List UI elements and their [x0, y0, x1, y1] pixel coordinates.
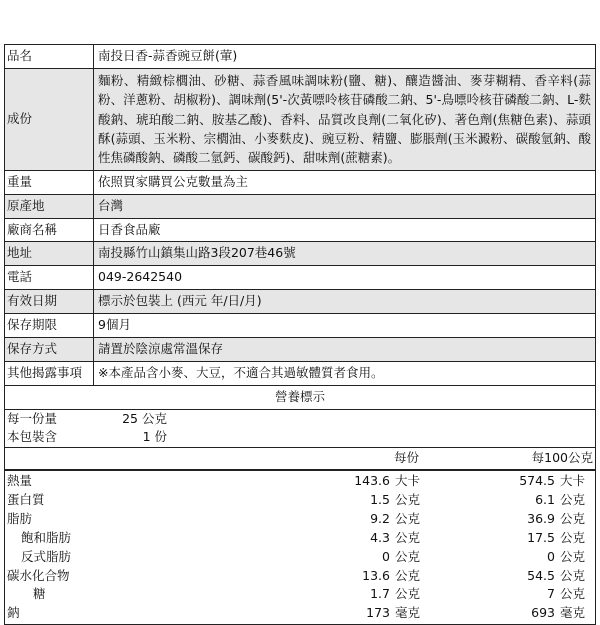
per-100g-value: 54.5 — [527, 567, 555, 583]
field-label: 其他揭露事項 — [5, 362, 94, 385]
row-other-disclosures — [5, 362, 595, 386]
field-label: 重量 — [5, 171, 94, 194]
field-value: 南投縣竹山鎮集山路3段207巷46號 — [94, 242, 595, 265]
field-value: 日香食品廠 — [98, 221, 161, 237]
servings-label: 本包裝含 — [7, 429, 58, 445]
per-100g-value: 574.5 — [519, 473, 555, 489]
field-value: 標示於包裝上 (西元 年/日/月) — [94, 290, 595, 313]
field-value: 049-2642540 — [98, 269, 183, 285]
per-serving-unit: 公克 — [395, 586, 421, 602]
nutrient-row-sodium — [5, 603, 595, 624]
serving-size-value: 25 公克 — [122, 410, 167, 426]
product-label-table — [4, 44, 596, 625]
nutrient-name: 鈉 — [7, 605, 20, 621]
field-label: 保存期限 — [5, 314, 94, 337]
row-shelf-life — [5, 314, 595, 338]
row-ingredients — [5, 69, 595, 171]
field-label: 有效日期 — [5, 290, 94, 313]
nutrient-name: 反式脂肪 — [21, 548, 72, 564]
row-expiry-date — [5, 290, 595, 314]
row-phone — [5, 266, 595, 290]
nutrient-name: 熱量 — [7, 473, 33, 489]
field-label: 保存方式 — [5, 338, 94, 361]
row-storage — [5, 338, 595, 362]
nutrient-name: 糖 — [33, 586, 46, 602]
nutrient-row-fat — [5, 509, 595, 528]
per-100g-unit: 公克 — [560, 492, 586, 507]
per-serving-value: 143.6 — [354, 473, 390, 489]
nutrient-name: 飽和脂肪 — [21, 529, 72, 545]
per-serving-unit: 公克 — [395, 567, 421, 583]
nutrient-name: 脂肪 — [7, 510, 33, 526]
per-serving-unit: 公克 — [395, 492, 421, 507]
field-value: 請置於陰涼處常溫保存 — [94, 338, 595, 361]
nutrition-column-headers — [5, 447, 595, 467]
field-value: ※本產品含小麥、大豆，不適合其過敏體質者食用。 — [98, 364, 384, 380]
per-serving-unit: 毫克 — [395, 605, 421, 621]
field-label: 廠商名稱 — [5, 219, 94, 242]
per-serving-unit: 公克 — [395, 548, 421, 564]
per-100g-header: 每100公克 — [531, 450, 593, 466]
nutrient-row-energy — [5, 469, 595, 490]
field-value: 依照買家購買公克數量為主 — [98, 173, 249, 189]
per-100g-value: 693 — [531, 605, 555, 621]
field-label: 成份 — [5, 69, 94, 170]
field-value: 台灣 — [94, 195, 595, 218]
field-value: 麵粉、精緻棕櫚油、砂糖、蒜香風味調味粉(鹽、糖)、釀造醬油、麥芽糊精、香辛料(蒜粉、洋蔥粉、胡椒粉)、調味劑(5'-次黃嘌呤核苷磷酸二鈉、5'-鳥嘌呤核苷磷酸二鈉、L-麩酸鈉、琥珀酸二鈉、胺基乙酸)、香料、品質改良劑(二氧化矽)、著色劑(焦糖色素)、蒜頭酥(蒜頭、玉米粉、宗櫚油、小麥麩皮)、豌豆粉、精鹽、膨脹劑(玉米澱粉、碳酸氫鈉、酸性焦磷酸鈉、磷酸二氫鈣、碳酸鈣)、甜味劑(蔗糖素)。 — [94, 69, 595, 170]
per-100g-unit: 公克 — [560, 510, 586, 526]
nutrient-row-saturated-fat — [5, 528, 595, 547]
nutrient-row-sugar — [5, 584, 595, 603]
per-serving-unit: 公克 — [395, 510, 421, 526]
row-origin — [5, 195, 595, 219]
per-serving-value: 9.2 — [370, 510, 390, 526]
per-serving-value: 0 — [382, 548, 390, 564]
per-100g-unit: 毫克 — [560, 605, 586, 621]
per-serving-value: 13.6 — [362, 567, 390, 583]
per-100g-unit: 公克 — [560, 529, 586, 545]
per-100g-unit: 公克 — [560, 567, 586, 583]
per-100g-value: 6.1 — [535, 492, 555, 507]
per-serving-value: 1.7 — [370, 586, 390, 602]
per-serving-unit: 大卡 — [395, 473, 421, 489]
servings-value: 1 份 — [142, 429, 167, 445]
nutrient-row-protein — [5, 490, 595, 509]
per-100g-value: 0 — [547, 548, 555, 564]
nutrient-name: 碳水化合物 — [7, 567, 70, 583]
per-100g-unit: 公克 — [560, 548, 586, 564]
per-100g-unit: 大卡 — [560, 473, 586, 489]
field-label: 品名 — [5, 45, 94, 68]
per-serving-value: 4.3 — [370, 529, 390, 545]
serving-size-row — [5, 410, 595, 429]
field-label: 原產地 — [5, 195, 94, 218]
nutrition-facts — [5, 386, 595, 625]
per-serving-header: 每份 — [393, 450, 419, 466]
per-100g-value: 17.5 — [527, 529, 555, 545]
serving-size-label: 每一份量 — [7, 410, 58, 426]
per-serving-value: 173 — [366, 605, 390, 621]
row-weight — [5, 171, 595, 195]
per-serving-value: 1.5 — [370, 492, 390, 507]
row-address — [5, 242, 595, 266]
field-label: 地址 — [5, 242, 94, 265]
nutrient-row-carbohydrate — [5, 566, 595, 585]
field-value: 南投日香-蒜香豌豆餅(葷) — [98, 48, 238, 63]
row-product-name — [5, 45, 595, 69]
servings-per-pack-row — [5, 428, 595, 447]
per-serving-unit: 公克 — [395, 529, 421, 545]
nutrient-name: 蛋白質 — [7, 492, 45, 507]
row-manufacturer — [5, 219, 595, 243]
nutrient-row-trans-fat — [5, 547, 595, 566]
field-value: 9個月 — [98, 317, 131, 332]
field-label: 電話 — [5, 266, 94, 289]
per-100g-value: 36.9 — [527, 510, 555, 526]
per-100g-unit: 公克 — [560, 586, 586, 602]
per-100g-value: 7 — [547, 586, 555, 602]
nutrition-title: 營養標示 — [5, 386, 595, 410]
